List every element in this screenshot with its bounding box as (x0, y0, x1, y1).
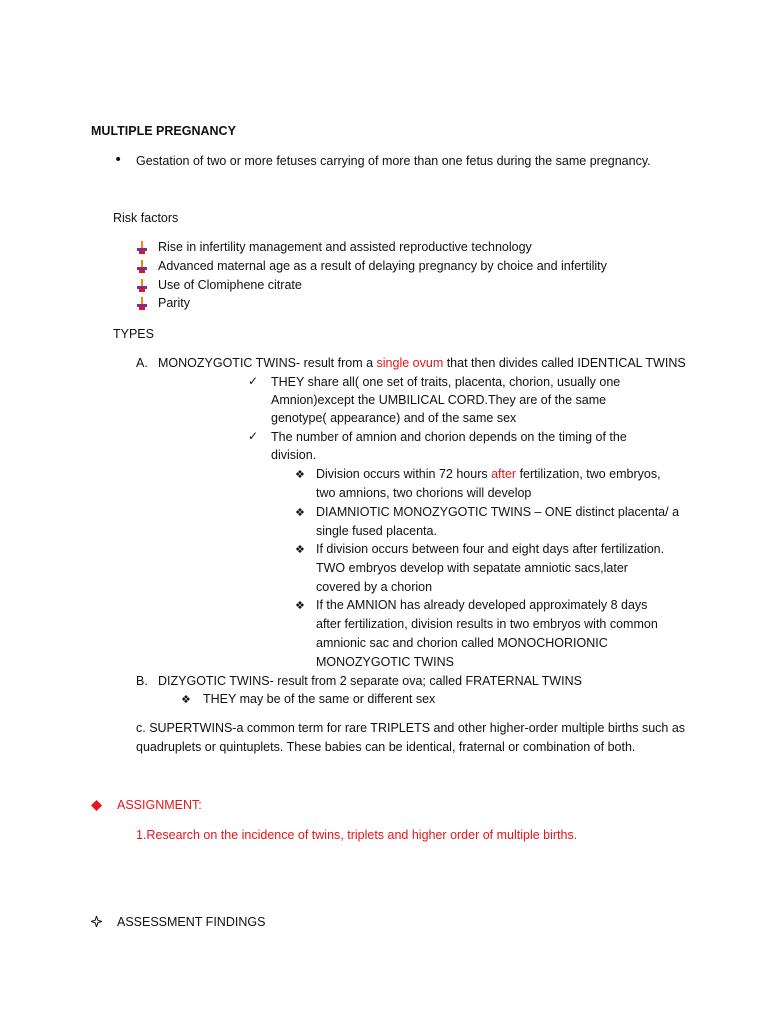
sub2-line-1: DIAMNIOTIC MONOZYGOTIC TWINS – ONE distinct placenta/ a (316, 505, 680, 519)
after-highlight: after (491, 467, 517, 481)
four-diamond-icon: ❖ (295, 543, 305, 556)
type-c-line-1: c. SUPERTWINS-a common term for rare TRIPLETS and other higher-order multiple births such as (136, 721, 686, 735)
risk-item-2: Advanced maternal age as a result of delaying pregnancy by choice and infertility (158, 259, 607, 273)
sub3-line-2: TWO embryos develop with sepatate amniotic sacs,later (316, 561, 628, 575)
check2-line-1: The number of amnion and chorion depends on the timing of the (271, 430, 627, 444)
pointing-hand-icon (136, 279, 148, 292)
four-diamond-icon: ❖ (295, 599, 305, 612)
checkmark-icon: ✓ (248, 374, 259, 388)
four-diamond-icon: ❖ (181, 693, 191, 706)
four-point-star-icon (91, 916, 102, 927)
risk-factors-heading: Risk factors (113, 211, 179, 225)
sub3-line-3: covered by a chorion (316, 580, 433, 594)
page-title: MULTIPLE PREGNANCY (91, 124, 236, 138)
sub2-line-2: single fused placenta. (316, 524, 437, 538)
four-diamond-icon: ❖ (295, 506, 305, 519)
single-ovum-highlight: single ovum (376, 356, 444, 370)
sub4-line-1: If the AMNION has already developed approximately 8 days (316, 598, 648, 612)
sub1-line-2: two amnions, two chorions will develop (316, 486, 532, 500)
type-b-sub: THEY may be of the same or different sex (203, 692, 436, 706)
type-a-text: MONOZYGOTIC TWINS- result from a single ovum that then divides called IDENTICAL TWINS (158, 356, 686, 370)
check2-line-2: division. (271, 448, 317, 462)
sub4-line-2: after fertilization, division results in two embryos with common (316, 617, 658, 631)
pointing-hand-icon (136, 260, 148, 273)
risk-item-1: Rise in infertility management and assisted reproductive technology (158, 240, 532, 254)
sub3-line-1: If division occurs between four and eight days after fertilization. (316, 542, 665, 556)
check1-line-2: Amnion)except the UMBILICAL CORD.They are of the same (271, 393, 607, 407)
four-diamond-icon: ❖ (295, 468, 305, 481)
risk-item-4: Parity (158, 296, 190, 310)
sub4-line-4: MONOZYGOTIC TWINS (316, 655, 454, 669)
type-c-line-2: quadruplets or quintuplets. These babies can be identical, fraternal or combination of both. (136, 740, 636, 754)
type-a-marker: A. (136, 356, 148, 370)
check1-line-1: THEY share all( one set of traits, placenta, chorion, usually one (271, 375, 621, 389)
sub4-line-3: amnionic sac and chorion called MONOCHORIONIC (316, 636, 608, 650)
type-b-marker: B. (136, 674, 148, 688)
checkmark-icon: ✓ (248, 429, 259, 443)
sub1-line-1: Division occurs within 72 hours after fertilization, two embryos, (316, 467, 661, 481)
risk-item-3: Use of Clomiphene citrate (158, 278, 302, 292)
assignment-heading: ASSIGNMENT: (117, 798, 202, 812)
bullet-dot-icon: • (114, 152, 123, 168)
check1-line-3: genotype( appearance) and of the same sex (271, 411, 517, 425)
assessment-heading: ASSESSMENT FINDINGS (117, 915, 266, 929)
types-heading: TYPES (113, 327, 154, 341)
pointing-hand-icon (136, 297, 148, 310)
assignment-item: 1.Research on the incidence of twins, triplets and higher order of multiple births. (136, 828, 578, 842)
red-diamond-icon (91, 800, 102, 811)
pointing-hand-icon (136, 241, 148, 254)
intro-text: Gestation of two or more fetuses carrying of more than one fetus during the same pregnancy. (136, 154, 651, 168)
type-b-text: DIZYGOTIC TWINS- result from 2 separate ova; called FRATERNAL TWINS (158, 674, 582, 688)
